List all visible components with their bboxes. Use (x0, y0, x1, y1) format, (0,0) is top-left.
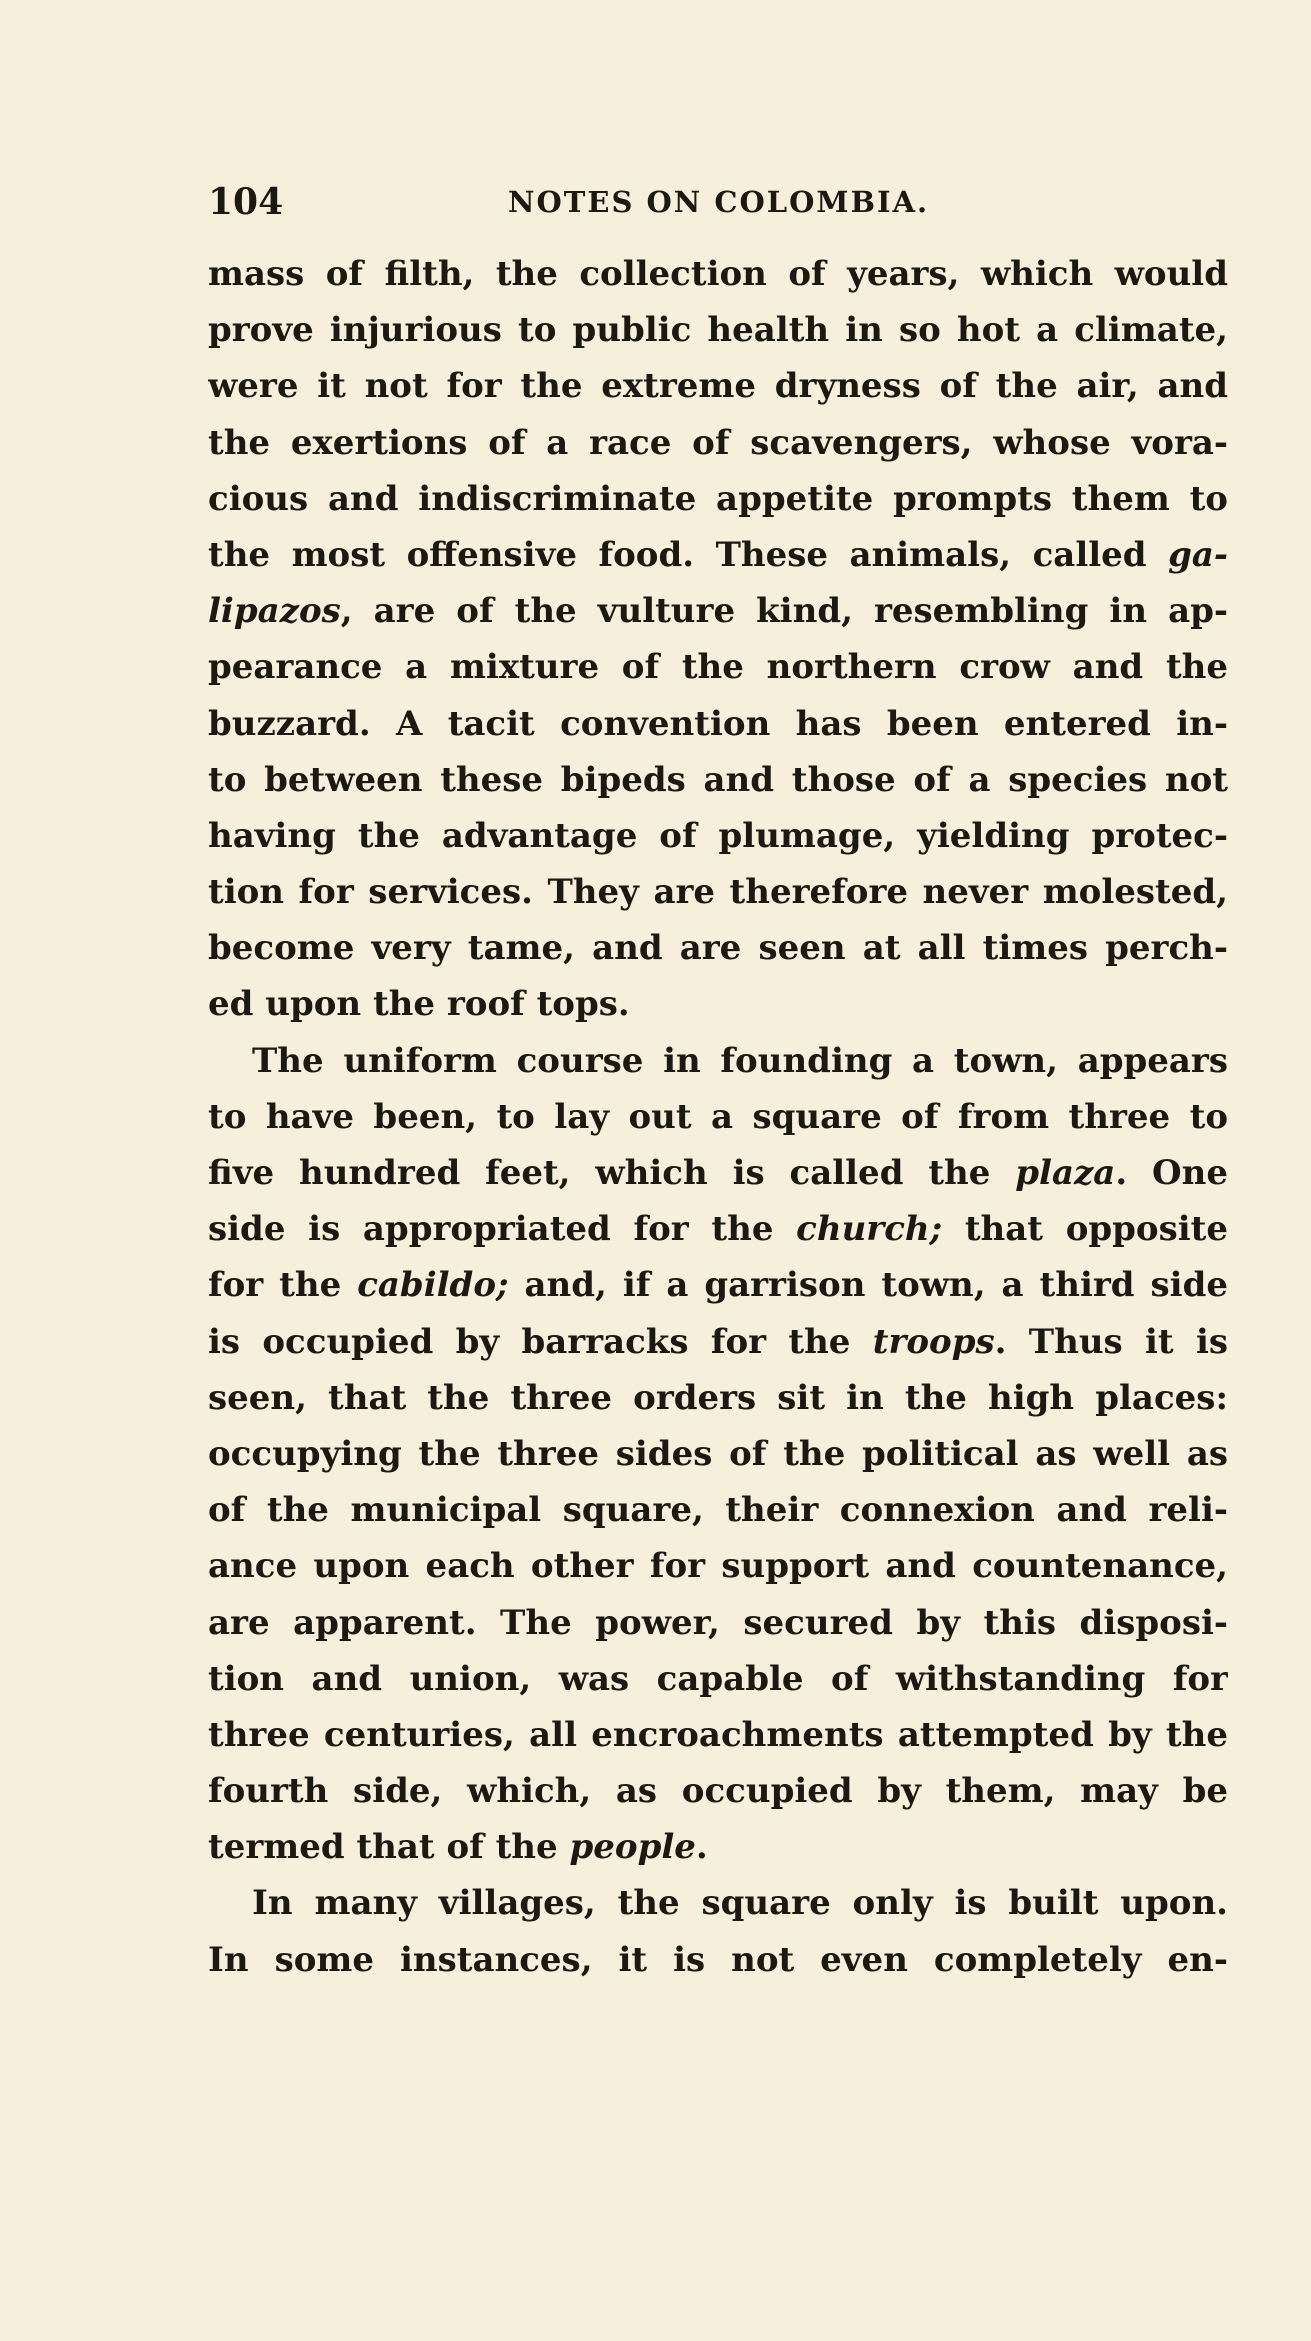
text-line: lipazos, are of the vulture kind, resembling in ap- (208, 591, 1228, 632)
text-line: termed that of the people. (208, 1827, 708, 1868)
text-line: tion and union, was capable of withstanding for (208, 1658, 1228, 1699)
running-title: NOTES ON COLOMBIA. (508, 185, 930, 219)
text-line: The uniform course in founding a town, appears (252, 1040, 1228, 1081)
text-line: fourth side, which, as occupied by them, may be (208, 1771, 1228, 1812)
text-line: are apparent. The power, secured by this disposi- (208, 1602, 1228, 1643)
page-number: 104 (208, 181, 284, 223)
running-head (208, 178, 1108, 226)
text-line: In some instances, it is not even completely en- (208, 1939, 1228, 1980)
text-line: ed upon the roof tops. (208, 984, 630, 1025)
text-line: five hundred feet, which is called the plaza. One (208, 1153, 1228, 1193)
text-line: pearance a mixture of the northern crow and the (208, 647, 1228, 688)
text-line: having the advantage of plumage, yielding protec- (208, 815, 1228, 856)
text-line: seen, that the three orders sit in the high places: (208, 1377, 1228, 1418)
text-line: to between these bipeds and those of a species not (208, 759, 1228, 800)
text-line: ance upon each other for support and countenance, (208, 1546, 1228, 1587)
text-line: three centuries, all encroachments attempted by the (208, 1714, 1228, 1755)
body-text (208, 246, 1228, 1988)
text-line: become very tame, and are seen at all times perch- (208, 928, 1228, 969)
text-line: the exertions of a race of scavengers, whose vora- (208, 422, 1228, 463)
text-line: cious and indiscriminate appetite prompts them to (208, 478, 1228, 519)
text-line: prove injurious to public health in so hot a climate, (208, 310, 1228, 351)
text-line: tion for services. They are therefore never molested, (208, 872, 1228, 913)
text-line: occupying the three sides of the political as well as (208, 1433, 1228, 1474)
text-line: mass of filth, the collection of years, which would (208, 254, 1228, 294)
text-line: is occupied by barracks for the troops. Thus it is (208, 1321, 1228, 1362)
text-line: buzzard. A tacit convention has been entered in- (208, 703, 1228, 744)
text-line: of the municipal square, their connexion and reli- (208, 1490, 1228, 1531)
text-line: to have been, to lay out a square of from three to (208, 1096, 1228, 1137)
text-line: were it not for the extreme dryness of the air, and (208, 366, 1228, 407)
text-line: for the cabildo; and, if a garrison town, a third side (208, 1265, 1228, 1306)
text-line: side is appropriated for the church; that opposite (208, 1209, 1228, 1250)
text-line: the most offensive food. These animals, called ga- (208, 534, 1228, 575)
text-line: In many villages, the square only is built upon. (252, 1883, 1228, 1924)
